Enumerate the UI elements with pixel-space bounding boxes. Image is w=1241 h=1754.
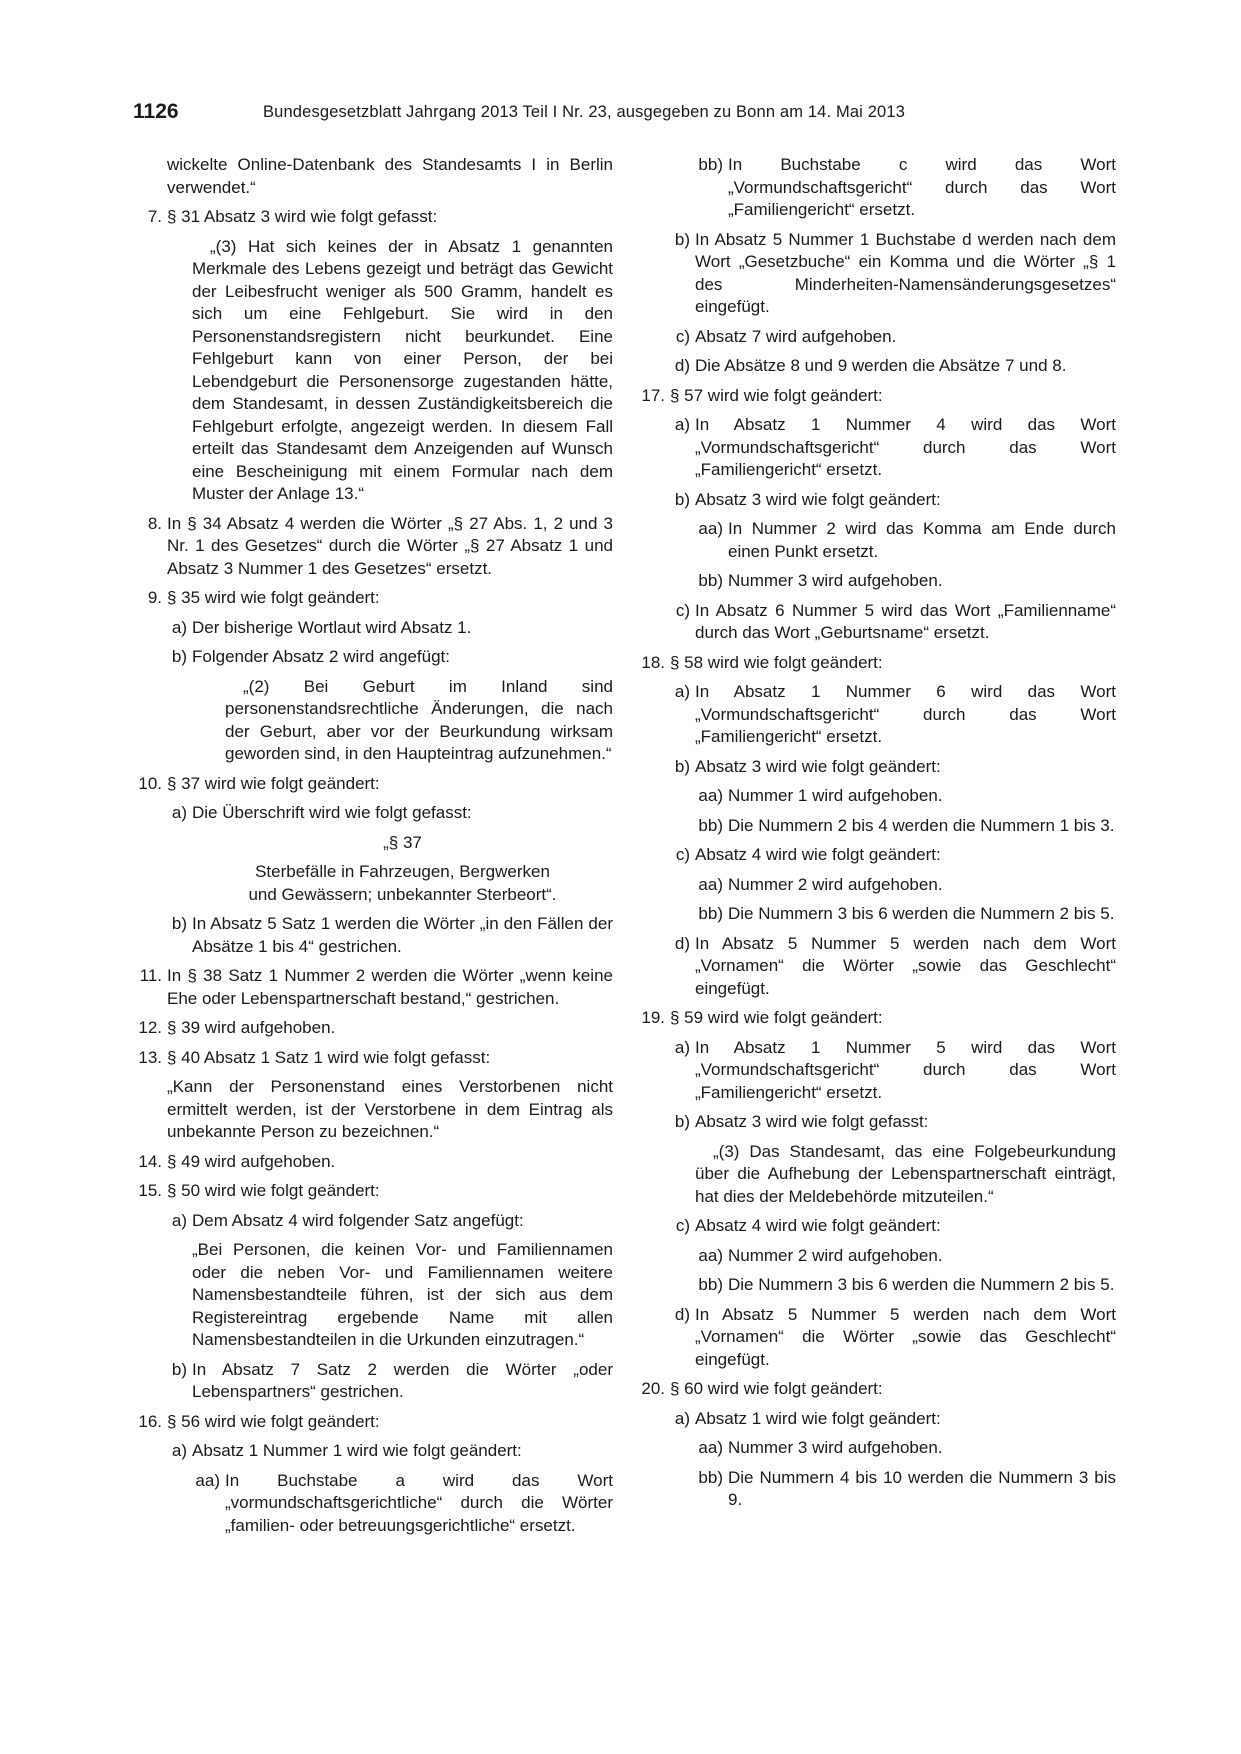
item-text: Dem Absatz 4 wird folgender Satz angefügt: (192, 1210, 524, 1230)
list-item (133, 965, 613, 1010)
item-text: In Buchstabe c wird das Wort „Vormundschaftsgericht“ durch das Wort „Familiengericht“ ersetzt. (728, 155, 1116, 219)
centered-heading (133, 861, 613, 906)
item-text: § 60 wird wie folgt geändert: (670, 1379, 883, 1398)
item-text: In Absatz 5 Satz 1 werden die Wörter „in den Fällen der Absätze 1 bis 4“ gestrichen. (192, 914, 613, 956)
list-item (133, 773, 613, 796)
list-item (133, 1411, 613, 1434)
quoted-paragraph (133, 676, 613, 766)
item-text: Absatz 1 Nummer 1 wird wie folgt geändert: (192, 1441, 522, 1460)
list-item (636, 1274, 1116, 1297)
list-item (636, 652, 1116, 675)
item-text: Die Überschrift wird wie folgt gefasst: (192, 803, 472, 822)
item-label: bb) (698, 155, 723, 174)
item-text: In Absatz 7 Satz 2 werden die Wörter „oder Lebenspartners“ gestrichen. (192, 1359, 613, 1401)
item-text: „(3) Hat sich keines der in Absatz 1 genannten Merkmale des Lebens gezeigt und beträgt das Gewicht der Leibesfrucht weniger als 500 Gramm, handelt es sich um eine Fehlgeburt. Sie wird in den Personenstandsregistern nicht beurkundet. Eine Fehlgeburt kann von einer Person, der bei Lebendgeburt die Personensorge zugestanden hätte, dem Standesamt, in dessen Zuständigkeitsbereich die Fehlgeburt erfolgte, angezeigt werden. In diesem Fall erteilt das Standesamt dem Anzeigenden auf Wunsch eine Bescheinigung mit einem Formular nach dem Muster der Anlage 13.“ (192, 236, 613, 503)
item-label: 20. (641, 1379, 665, 1398)
item-text: „Kann der Personenstand eines Verstorbenen nicht ermittelt werden, ist der Verstorbene in dem Eintrag als unbekannte Person zu bezeichnen.“ (167, 1077, 613, 1141)
item-label: 16. (138, 1411, 162, 1431)
item-label: c) (675, 600, 690, 620)
list-item (133, 617, 613, 640)
item-text: § 31 Absatz 3 wird wie folgt gefasst: (167, 207, 438, 226)
item-label: aa) (698, 786, 723, 805)
item-label: 11. (139, 966, 162, 985)
item-text: Absatz 7 wird aufgehoben. (695, 326, 897, 346)
item-text: Die Absätze 8 und 9 werden die Absätze 7 und 8. (695, 356, 1067, 375)
item-label: a) (171, 1441, 187, 1460)
item-label: a) (171, 1210, 187, 1230)
item-text: Nummer 2 wird aufgehoben. (728, 874, 943, 894)
item-label: bb) (698, 815, 723, 835)
item-text: Nummer 2 wird aufgehoben. (728, 1245, 943, 1265)
item-label: aa) (195, 1470, 220, 1490)
item-label: 13. (138, 1047, 162, 1067)
list-item (133, 646, 613, 669)
item-label: aa) (698, 1438, 723, 1457)
list-item (636, 1215, 1116, 1238)
list-item (133, 1470, 613, 1538)
list-item (636, 1037, 1116, 1105)
item-label: 9. (147, 588, 162, 607)
item-text: § 35 wird wie folgt geändert: (167, 588, 380, 607)
list-item (636, 756, 1116, 779)
item-text: „(2) Bei Geburt im Inland sind personenstandsrechtliche Änderungen, die nach der Geburt, aber vor der Beurkundung wirksam geworden sind, in den Haupteintrag aufzunehmen.“ (225, 676, 613, 763)
list-item (636, 489, 1116, 512)
page-header (133, 100, 1118, 130)
item-text: § 40 Absatz 1 Satz 1 wird wie folgt gefasst: (167, 1047, 491, 1067)
list-item (636, 1437, 1116, 1460)
page-number: 1126 (133, 100, 179, 123)
list-item (636, 785, 1116, 808)
quoted-paragraph (133, 236, 613, 506)
list-item (636, 1378, 1116, 1401)
item-label: 19. (641, 1008, 665, 1027)
item-label: b) (674, 229, 690, 249)
item-label: 17. (641, 385, 665, 405)
list-item (636, 1467, 1116, 1512)
item-label: a) (171, 803, 187, 822)
list-item (133, 587, 613, 610)
item-text: § 49 wird aufgehoben. (167, 1151, 336, 1171)
item-text: Die Nummern 3 bis 6 werden die Nummern 2 bis 5. (728, 1275, 1115, 1294)
item-label: 7. (147, 207, 162, 226)
item-text: „Bei Personen, die keinen Vor- und Familiennamen oder die neben Vor- und Familiennamen weitere Namensbestandteile führen, ist der sich aus dem Registereintrag ergebende Name mit allen Namensbestandteilen in die Urkunden einzutragen.“ (192, 1240, 613, 1349)
item-label: b) (674, 489, 690, 509)
list-item (636, 1245, 1116, 1268)
item-label: bb) (698, 1275, 723, 1294)
item-text: Absatz 3 wird wie folgt geändert: (695, 756, 941, 776)
item-label: d) (674, 933, 690, 953)
item-text: In Absatz 1 Nummer 4 wird das Wort „Vormundschaftsgericht“ durch das Wort „Familiengericht“ ersetzt. (695, 415, 1116, 479)
list-item (636, 414, 1116, 482)
list-item (636, 903, 1116, 926)
list-item (636, 815, 1116, 838)
list-item (133, 1180, 613, 1203)
item-label: 12. (138, 1018, 162, 1037)
item-label: 10. (138, 773, 162, 793)
heading-line: „§ 37 (383, 832, 422, 852)
item-label: b) (171, 1359, 187, 1379)
list-item (636, 1007, 1116, 1030)
item-label: c) (675, 845, 690, 864)
item-text: Nummer 1 wird aufgehoben. (728, 786, 943, 805)
item-label: a) (171, 617, 187, 637)
item-text: In Absatz 6 Nummer 5 wird das Wort „Familienname“ durch das Wort „Geburtsname“ ersetzt. (695, 600, 1116, 642)
list-item (133, 1210, 613, 1233)
item-label: b) (674, 1112, 690, 1131)
list-item (636, 229, 1116, 319)
item-label: a) (674, 415, 690, 434)
item-text: wickelte Online-Datenbank des Standesamts I in Berlin verwendet.“ (167, 155, 613, 197)
running-title: Bundesgesetzblatt Jahrgang 2013 Teil I Nr. 23, ausgegeben zu Bonn am 14. Mai 2013 (263, 103, 906, 121)
item-label: bb) (698, 1467, 723, 1487)
item-label: b) (674, 756, 690, 776)
item-label: a) (674, 1037, 690, 1057)
centered-heading (133, 832, 613, 855)
item-label: 14. (138, 1151, 162, 1171)
list-item (636, 518, 1116, 563)
item-label: 15. (138, 1181, 162, 1200)
item-label: d) (674, 1304, 690, 1324)
list-item (636, 326, 1116, 349)
item-text: § 59 wird wie folgt geändert: (670, 1008, 883, 1027)
list-item (636, 600, 1116, 645)
item-text: § 56 wird wie folgt geändert: (167, 1411, 380, 1431)
item-text: § 37 wird wie folgt geändert: (167, 773, 380, 793)
item-text: § 57 wird wie folgt geändert: (670, 385, 883, 405)
left-column (133, 154, 613, 1544)
list-item (636, 570, 1116, 593)
heading-line: Sterbefälle in Fahrzeugen, Bergwerken (255, 862, 550, 881)
list-item (636, 1304, 1116, 1372)
item-label: aa) (698, 1245, 723, 1265)
item-text: Absatz 4 wird wie folgt geändert: (695, 845, 941, 864)
heading-line: und Gewässern; unbekannter Sterbeort“. (248, 884, 557, 904)
item-text: In Nummer 2 wird das Komma am Ende durch einen Punkt ersetzt. (728, 519, 1116, 561)
list-item (133, 1151, 613, 1174)
item-label: bb) (698, 904, 723, 923)
item-text: In Absatz 5 Nummer 1 Buchstabe d werden nach dem Wort „Gesetzbuche“ ein Komma und die Wörter „§ 1 des Minderheiten-Namensänderungsgesetzes“ eingefügt. (695, 229, 1116, 316)
right-column (636, 154, 1116, 1519)
list-item (636, 385, 1116, 408)
item-text: In § 38 Satz 1 Nummer 2 werden die Wörter „wenn keine Ehe oder Lebenspartnerschaft bestand,“ gestrichen. (167, 966, 613, 1008)
item-label: d) (674, 356, 690, 375)
item-text: In Absatz 1 Nummer 5 wird das Wort „Vormundschaftsgericht“ durch das Wort „Familiengericht“ ersetzt. (695, 1037, 1116, 1102)
item-label: a) (674, 1408, 690, 1428)
item-text: § 58 wird wie folgt geändert: (670, 652, 883, 672)
item-text: Die Nummern 4 bis 10 werden die Nummern 3 bis 9. (728, 1467, 1116, 1509)
list-item (133, 913, 613, 958)
item-text: In Absatz 1 Nummer 6 wird das Wort „Vormundschaftsgericht“ durch das Wort „Familiengericht“ ersetzt. (695, 682, 1116, 746)
item-text: In Absatz 5 Nummer 5 werden nach dem Wort „Vornamen“ die Wörter „sowie das Geschlecht“ eingefügt. (695, 933, 1116, 998)
list-item (636, 1111, 1116, 1134)
list-item (133, 1017, 613, 1040)
item-text: § 39 wird aufgehoben. (167, 1018, 336, 1037)
quoted-paragraph (133, 154, 613, 199)
list-item (636, 933, 1116, 1001)
item-text: Nummer 3 wird aufgehoben. (728, 1438, 943, 1457)
quoted-paragraph (133, 1239, 613, 1352)
list-item (636, 844, 1116, 867)
item-text: Absatz 4 wird wie folgt geändert: (695, 1216, 941, 1235)
item-text: Absatz 3 wird wie folgt geändert: (695, 489, 941, 509)
item-text: Die Nummern 3 bis 6 werden die Nummern 2 bis 5. (728, 904, 1115, 923)
item-text: Der bisherige Wortlaut wird Absatz 1. (192, 617, 472, 637)
list-item (636, 154, 1116, 222)
item-label: c) (675, 1216, 690, 1235)
list-item (636, 1408, 1116, 1431)
list-item (133, 1359, 613, 1404)
item-label: 8. (147, 513, 162, 533)
list-item (133, 802, 613, 825)
list-item (133, 513, 613, 581)
item-text: Nummer 3 wird aufgehoben. (728, 571, 943, 590)
item-label: c) (675, 326, 690, 346)
item-label: aa) (698, 519, 723, 538)
item-label: bb) (698, 571, 723, 590)
item-text: „(3) Das Standesamt, das eine Folgebeurkundung über die Aufhebung der Lebenspartnerschaft einträgt, hat dies der Meldebehörde mitzuteilen.“ (695, 1141, 1116, 1206)
list-item (133, 1047, 613, 1070)
quoted-paragraph (133, 1076, 613, 1144)
item-text: Die Nummern 2 bis 4 werden die Nummern 1 bis 3. (728, 815, 1115, 835)
item-label: 18. (641, 652, 665, 672)
item-label: b) (171, 914, 187, 933)
item-text: § 50 wird wie folgt geändert: (167, 1181, 380, 1200)
item-text: Folgender Absatz 2 wird angefügt: (192, 647, 450, 666)
list-item (636, 355, 1116, 378)
item-text: In § 34 Absatz 4 werden die Wörter „§ 27 Abs. 1, 2 und 3 Nr. 1 des Gesetzes“ durch die Wörter „§ 27 Absatz 1 und Absatz 3 Nummer 1 des Gesetzes“ ersetzt. (167, 513, 613, 578)
item-text: Absatz 3 wird wie folgt gefasst: (695, 1112, 929, 1131)
item-text: Absatz 1 wird wie folgt geändert: (695, 1408, 941, 1428)
item-label: aa) (698, 874, 723, 894)
quoted-paragraph (636, 1141, 1116, 1209)
item-label: a) (674, 682, 690, 701)
list-item (636, 681, 1116, 749)
list-item (133, 1440, 613, 1463)
item-label: b) (171, 647, 187, 666)
item-text: In Absatz 5 Nummer 5 werden nach dem Wort „Vornamen“ die Wörter „sowie das Geschlecht“ eingefügt. (695, 1304, 1116, 1369)
list-item (636, 874, 1116, 897)
list-item (133, 206, 613, 229)
item-text: In Buchstabe a wird das Wort „vormundschaftsgerichtliche“ durch die Wörter „familien- oder betreuungsgerichtliche“ ersetzt. (225, 1470, 613, 1535)
